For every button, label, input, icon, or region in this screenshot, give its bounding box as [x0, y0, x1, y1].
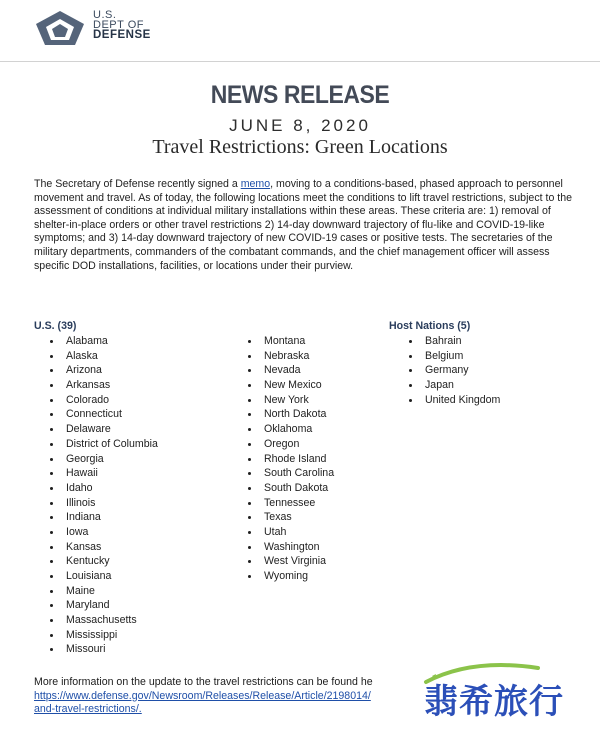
news-release-title: NEWS RELEASE	[210, 81, 390, 109]
header-divider	[0, 61, 600, 62]
state-list-item: Idaho	[50, 481, 240, 496]
state-list-item: Oregon	[248, 437, 388, 452]
pentagon-seal-icon	[32, 8, 88, 48]
article-link-line-1[interactable]: https://www.defense.gov/Newsroom/Releases/Release/Article/2198014/	[34, 689, 371, 702]
state-list-item: Arkansas	[50, 378, 240, 393]
state-list-item: Indiana	[50, 510, 240, 525]
state-list-item: Washington	[248, 540, 388, 555]
us-states-column-1	[50, 334, 240, 657]
state-list-item: Oklahoma	[248, 422, 388, 437]
state-list-item: Maryland	[50, 598, 240, 613]
state-list-item: Wyoming	[248, 569, 388, 584]
state-list-item: Delaware	[50, 422, 240, 437]
logo-line-3: DEFENSE	[93, 29, 151, 41]
state-list-item: Kentucky	[50, 554, 240, 569]
state-list-item: West Virginia	[248, 554, 388, 569]
state-list-item: Georgia	[50, 452, 240, 467]
state-list-item: Maine	[50, 584, 240, 599]
state-list-item: Missouri	[50, 642, 240, 657]
state-list-item: Arizona	[50, 363, 240, 378]
state-list-item: Kansas	[50, 540, 240, 555]
host-nation-list-item: United Kingdom	[409, 393, 579, 408]
state-list-item: Illinois	[50, 496, 240, 511]
state-list-item: Texas	[248, 510, 388, 525]
state-list-item: North Dakota	[248, 407, 388, 422]
intro-text-before-link: The Secretary of Defense recently signed a	[34, 178, 241, 190]
header	[0, 0, 600, 62]
state-list-item: New Mexico	[248, 378, 388, 393]
release-date: JUNE 8, 2020	[229, 116, 371, 135]
state-list-item: Rhode Island	[248, 452, 388, 467]
host-nation-list-item: Belgium	[409, 349, 579, 364]
watermark-text: 翡希旅行	[424, 682, 564, 722]
dod-logo-text	[93, 10, 151, 40]
state-list-item: South Carolina	[248, 466, 388, 481]
state-list-item: Hawaii	[50, 466, 240, 481]
release-subtitle: Travel Restrictions: Green Locations	[152, 136, 448, 158]
us-states-column-2	[248, 334, 388, 584]
state-list-item: Utah	[248, 525, 388, 540]
state-list-item: Iowa	[50, 525, 240, 540]
logo-line-2: DEPT OF	[93, 19, 144, 31]
us-list-heading: U.S. (39)	[34, 320, 77, 332]
logo-line-1: U.S.	[93, 9, 117, 21]
state-list-item: Alabama	[50, 334, 240, 349]
more-info-text: More information on the update to the travel restrictions can be found he	[34, 676, 373, 688]
state-list-item: Nevada	[248, 363, 388, 378]
state-list-item: South Dakota	[248, 481, 388, 496]
state-list-item: Montana	[248, 334, 388, 349]
watermark-logo	[392, 652, 600, 742]
more-info	[34, 676, 394, 717]
intro-paragraph	[34, 178, 574, 273]
state-list-item: New York	[248, 393, 388, 408]
intro-text-after-link: , moving to a conditions-based, phased approach to personnel movement and travel. As of today, the following locations meet the conditions to lift travel restrictions, subject to the assessment of conditions at individual military installations within these areas. These criteria are: 1) removal of shelter-in-place orders or other travel restrictions 2) 14-day downward trajectory of flu-like and COVID-19-like symptoms; and 3) 14-day downward trajectory of new COVID-19 cases or positive tests. The secretaries of the military departments, commanders of the combatant commands, and the chief management officer will assess specific DOD installations, facilities, or locations under their purview.	[34, 178, 573, 272]
memo-link[interactable]: memo	[240, 178, 271, 190]
state-list-item: Tennessee	[248, 496, 388, 511]
state-list-item: Louisiana	[50, 569, 240, 584]
state-list-item: Connecticut	[50, 407, 240, 422]
host-nations-list	[409, 334, 579, 407]
state-list-item: Alaska	[50, 349, 240, 364]
host-nation-list-item: Japan	[409, 378, 579, 393]
host-nations-heading: Host Nations (5)	[389, 320, 471, 332]
state-list-item: Nebraska	[248, 349, 388, 364]
state-list-item: Colorado	[50, 393, 240, 408]
host-nation-list-item: Germany	[409, 363, 579, 378]
article-link-line-2[interactable]: and-travel-restrictions/.	[34, 703, 142, 716]
state-list-item: Massachusetts	[50, 613, 240, 628]
state-list-item: District of Columbia	[50, 437, 240, 452]
state-list-item: Mississippi	[50, 628, 240, 643]
host-nation-list-item: Bahrain	[409, 334, 579, 349]
